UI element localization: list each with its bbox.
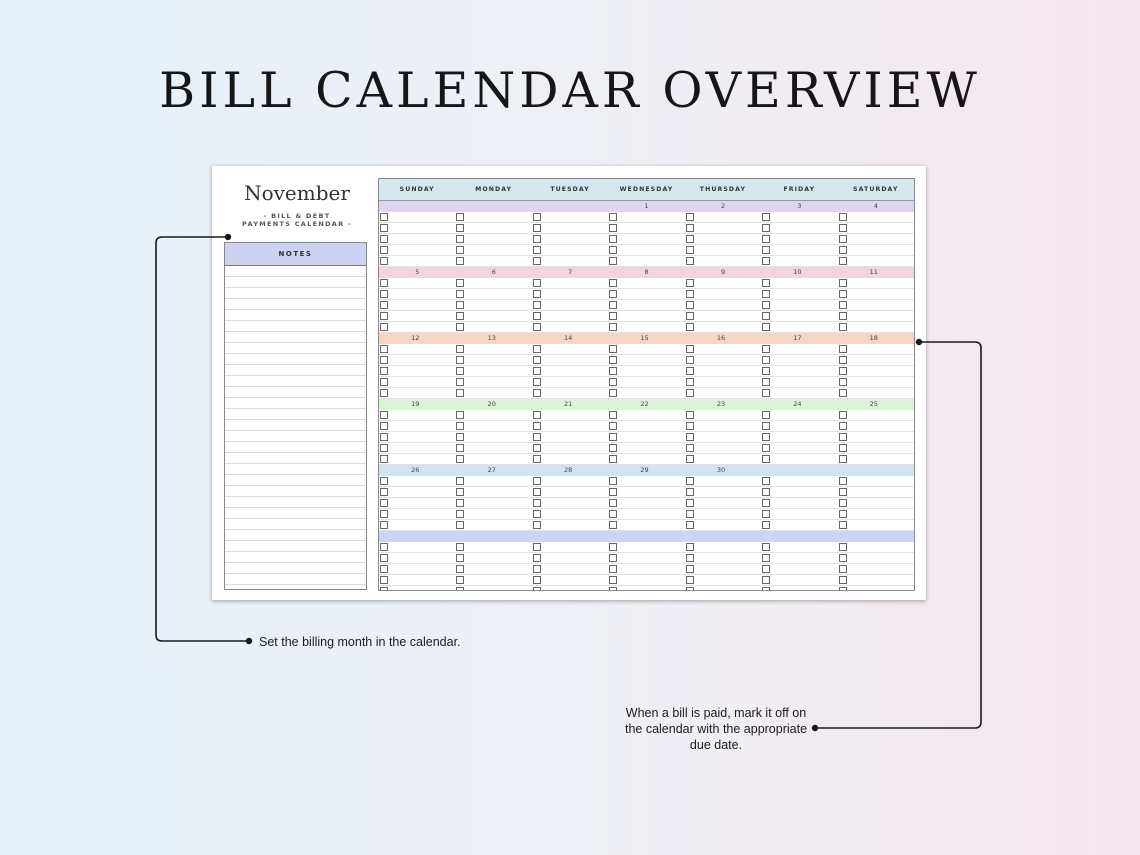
weekday-label: MONDAY <box>475 186 513 193</box>
date-number: 26 <box>411 466 420 474</box>
date-number: 25 <box>869 400 878 408</box>
date-number: 16 <box>716 334 726 342</box>
weekday-label: TUESDAY <box>550 186 590 193</box>
date-number: 22 <box>640 400 649 408</box>
weekday-label: THURSDAY <box>699 186 747 193</box>
subtitle-line-1: - BILL & DEBT <box>263 212 331 220</box>
date-number: 27 <box>487 466 496 474</box>
weekday-label: SUNDAY <box>399 186 435 193</box>
date-number: 10 <box>793 268 802 276</box>
subtitle-line-2: PAYMENTS CALENDAR - <box>242 220 352 228</box>
date-number: 8 <box>644 268 649 276</box>
date-number: 17 <box>793 334 802 342</box>
callout-line: When a bill is paid, mark it off on <box>625 706 807 720</box>
date-number: 29 <box>640 466 649 474</box>
date-number: 5 <box>415 268 420 276</box>
weekday-label: SATURDAY <box>853 186 899 193</box>
callout-dot <box>246 638 252 644</box>
weekday-label: WEDNESDAY <box>619 186 674 193</box>
date-number: 3 <box>797 202 802 210</box>
date-number: 2 <box>720 202 726 210</box>
callout-mark-paid <box>596 705 836 753</box>
callout-line: due date. <box>689 738 743 752</box>
weekday-label: FRIDAY <box>783 186 816 193</box>
date-number: 23 <box>716 400 726 408</box>
date-number: 21 <box>563 400 573 408</box>
date-number: 4 <box>873 202 878 210</box>
callout-billing-month: Set the billing month in the calendar. <box>259 635 461 649</box>
date-number: 9 <box>720 268 726 276</box>
date-number: 13 <box>487 334 496 342</box>
callout-dot <box>916 339 922 345</box>
date-number: 30 <box>716 466 726 474</box>
date-number: 19 <box>411 400 420 408</box>
date-number: 11 <box>869 268 878 276</box>
date-number: 15 <box>640 334 649 342</box>
date-number: 6 <box>491 268 496 276</box>
date-number: 20 <box>487 400 496 408</box>
month-title[interactable]: November <box>244 181 350 205</box>
notes-header: NOTES <box>225 243 366 266</box>
date-number: 18 <box>869 334 878 342</box>
date-number: 28 <box>563 466 573 474</box>
date-number: 24 <box>793 400 802 408</box>
date-number: 12 <box>411 334 420 342</box>
callout-line: the calendar with the appropriate <box>624 722 808 736</box>
date-number: 7 <box>568 268 573 276</box>
callout-dot <box>225 234 231 240</box>
date-number: 14 <box>563 334 573 342</box>
page-title: BILL CALENDAR OVERVIEW <box>159 62 981 119</box>
date-number: 1 <box>644 202 649 210</box>
